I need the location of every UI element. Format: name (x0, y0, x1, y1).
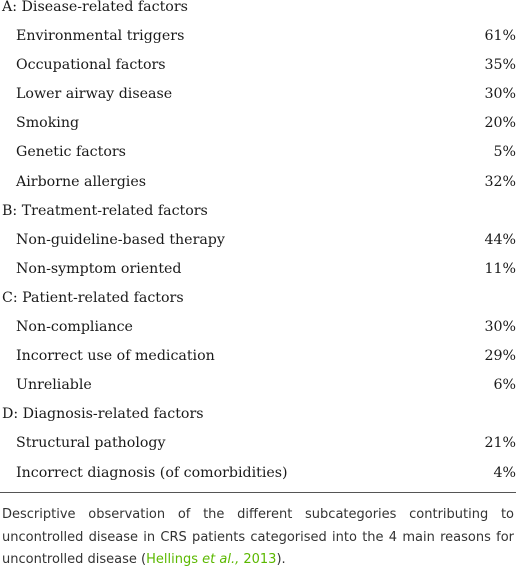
factor-percent: 29% (484, 348, 516, 365)
section-header-disease (0, 0, 516, 29)
table-row (0, 175, 516, 204)
table-row (0, 436, 516, 465)
table-row (0, 116, 516, 145)
section-label: B: Treatment-related factors (2, 202, 208, 219)
factor-percent: 4% (493, 464, 516, 481)
citation-etal: et al., (202, 552, 240, 567)
factor-percent: 6% (493, 377, 516, 394)
section-header-treatment (0, 204, 516, 233)
factor-percent: 30% (484, 86, 516, 103)
table-row (0, 87, 516, 116)
section-label: A: Disease-related factors (2, 0, 188, 15)
factor-label: Structural pathology (16, 435, 166, 452)
citation-link[interactable] (146, 552, 276, 567)
table-row (0, 145, 516, 174)
factor-label: Unreliable (16, 377, 92, 394)
factor-percent: 32% (484, 173, 516, 190)
table-row (0, 233, 516, 262)
factor-label: Genetic factors (16, 144, 126, 161)
factor-label: Non-symptom oriented (16, 260, 182, 277)
factor-percent: 5% (493, 144, 516, 161)
factor-label: Non-compliance (16, 319, 133, 336)
factor-label: Incorrect diagnosis (of comorbidities) (16, 464, 288, 481)
table-caption (2, 504, 514, 572)
table-row (0, 58, 516, 87)
factor-label: Lower airway disease (16, 86, 173, 103)
factor-percent: 61% (484, 28, 516, 45)
factor-percent: 35% (484, 57, 516, 74)
section-label: D: Diagnosis-related factors (2, 406, 204, 423)
factor-label: Environmental triggers (16, 28, 185, 45)
citation-author: Hellings (146, 552, 198, 567)
table-row (0, 262, 516, 291)
factor-percent: 20% (484, 115, 516, 132)
table-row (0, 378, 516, 407)
factor-percent: 44% (484, 231, 516, 248)
factor-percent: 21% (484, 435, 516, 452)
factor-label: Smoking (16, 115, 80, 132)
factor-label: Non-guideline-based therapy (16, 231, 225, 248)
factor-label: Incorrect use of medication (16, 348, 215, 365)
table-row (0, 466, 516, 495)
table-row (0, 29, 516, 58)
section-label: C: Patient-related factors (2, 289, 184, 306)
factor-percent: 11% (484, 260, 516, 277)
caption-text-end: ). (276, 552, 286, 567)
factor-label: Occupational factors (16, 57, 166, 74)
table-row (0, 320, 516, 349)
factor-percent: 30% (484, 319, 516, 336)
table-row (0, 349, 516, 378)
factor-label: Airborne allergies (16, 173, 147, 190)
citation-year: 2013 (243, 552, 277, 567)
section-header-patient (0, 291, 516, 320)
section-header-diagnosis (0, 407, 516, 436)
caption-text: Descriptive observation of the different subcategories contributing to uncontrolled disease in CRS patients categorised into the 4 main reasons for uncontrolled disease ( (2, 507, 514, 567)
table-footer-rule (0, 492, 516, 493)
